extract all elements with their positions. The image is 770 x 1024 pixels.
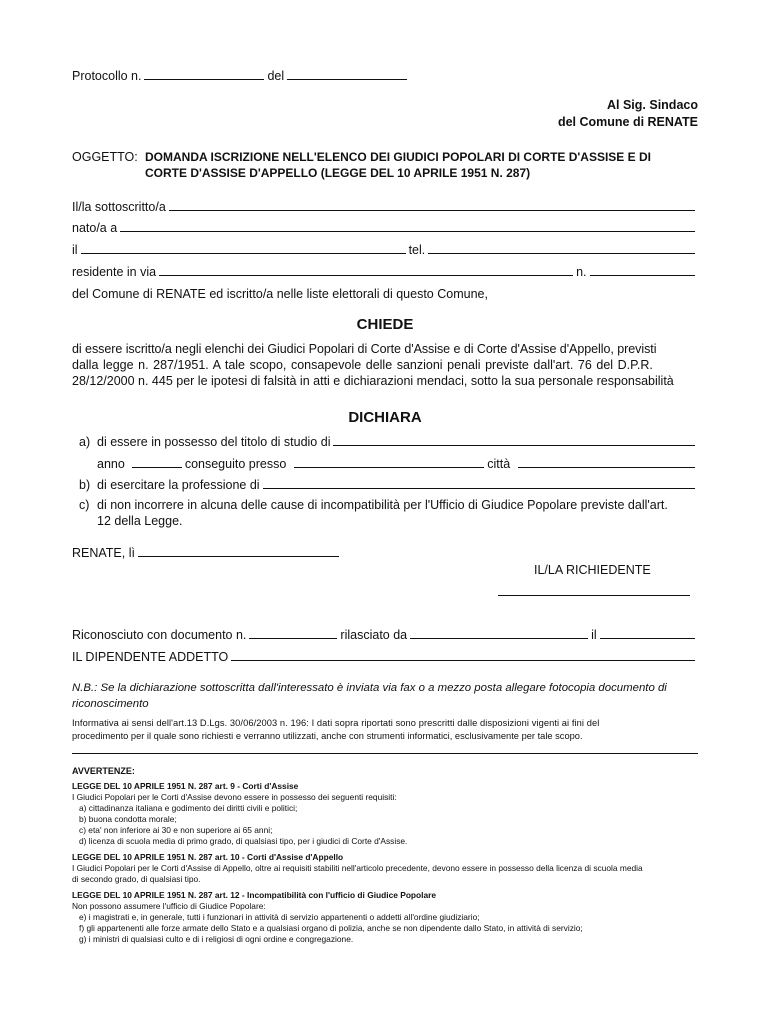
informativa-line1: Informativa ai sensi dell'art.13 D.Lgs. 30/06/2003 n. 196: I dati sopra riportati sono prescritti dalle disposizioni vigenti ai fini del [72, 718, 600, 728]
art12-item: f) gli appartenenti alle forze armate dello Stato e a qualsiasi organo di polizia, anche se non dipendente dallo Stato, in attività di servizio; [79, 923, 583, 933]
art10-title: LEGGE DEL 10 APRILE 1951 N. 287 art. 10 - Corti d'Assise d'Appello [72, 852, 344, 862]
titolo-studio-label: di essere in possesso del titolo di studio di [97, 435, 331, 449]
art9-title: LEGGE DEL 10 APRILE 1951 N. 287 art. 9 - Corti d'Assise [72, 781, 299, 791]
conseguito-field[interactable] [294, 466, 484, 468]
dipendente-row [72, 650, 698, 664]
protocollo-date-field[interactable] [287, 78, 407, 80]
art10-line2: di secondo grado, di qualsiasi tipo. [72, 874, 201, 884]
birthdate-field[interactable] [81, 252, 406, 254]
documento-row [72, 628, 698, 642]
rilasciato-label: rilasciato da [340, 628, 408, 642]
luogo-data-row [72, 546, 342, 560]
item-a-label: a) [79, 435, 91, 449]
item-c-label: c) [79, 498, 90, 512]
informativa-line2: procedimento per il quale sono richiesti e verranno utilizzati, anche con strumenti informatici, esclusivamente per tale scopo. [72, 731, 583, 741]
chiede-line3: 28/12/2000 n. 445 per le ipotesi di falsità in atti e dichiarazioni mendaci, sotto la sua personale responsabilità [72, 374, 674, 388]
professione-label: di esercitare la professione di [97, 478, 260, 492]
chiede-heading: CHIEDE [356, 316, 414, 333]
professione-field[interactable] [263, 487, 695, 489]
documento-field[interactable] [249, 637, 337, 639]
documento-label: Riconosciuto con documento n. [72, 628, 247, 642]
art9-item: c) eta' non inferiore ai 30 e non superiore ai 65 anni; [79, 825, 273, 835]
il-tel-row [72, 243, 698, 257]
residente-field[interactable] [159, 274, 573, 276]
item-c-line1: di non incorrere in alcuna delle cause di incompatibilità per l'Ufficio di Giudice Popolare previste dall'art. [97, 498, 668, 512]
item-c-line2: 12 della Legge. [97, 514, 183, 528]
oggetto-label: OGGETTO: [72, 150, 138, 164]
dichiara-heading: DICHIARA [348, 409, 422, 426]
rilasciato-field[interactable] [410, 637, 588, 639]
data-field[interactable] [138, 555, 339, 557]
recipient-line2: del Comune di RENATE [557, 115, 698, 129]
sottoscritto-row [72, 200, 698, 214]
nb-line1: N.B.: Se la dichiarazione sottoscritta dall'interessato è inviata via fax o a mezzo posta allegare fotocopia documento di [72, 682, 667, 694]
nato-field[interactable] [120, 230, 695, 232]
section-divider [72, 753, 698, 754]
chiede-line2: dalla legge n. 287/1951. A tale scopo, consapevole delle sanzioni penali previste dall'art. 76 del D.P.R. [72, 358, 653, 372]
anno-label: anno [97, 457, 125, 471]
nato-row [72, 221, 698, 235]
sottoscritto-label: Il/la sottoscritto/a [72, 200, 166, 214]
art12-intro: Non possono assumere l'ufficio di Giudice Popolare: [72, 901, 266, 911]
art9-item: a) cittadinanza italiana e godimento dei diritti civili e politici; [79, 803, 298, 813]
avvertenze-title: AVVERTENZE: [72, 766, 135, 776]
recipient-line1: Al Sig. Sindaco [607, 98, 698, 112]
richiedente-label: IL/LA RICHIEDENTE [534, 563, 651, 577]
art12-item: g) i ministri di qualsiasi culto e di i religiosi di ogni ordine e congregazione. [79, 934, 354, 944]
anno-field[interactable] [132, 466, 182, 468]
rilasciato-il-label: il [591, 628, 597, 642]
nb-line2: riconoscimento [72, 698, 149, 710]
art9-item: b) buona condotta morale; [79, 814, 177, 824]
item-b-label: b) [79, 478, 91, 492]
anno-row [97, 457, 698, 471]
conseguito-label: conseguito presso [184, 457, 287, 471]
item-b-row [97, 478, 698, 492]
chiede-line1: di essere iscritto/a negli elenchi dei Giudici Popolari di Corte d'Assise e di Corte d'Assise d'Appello, previsti [72, 342, 657, 356]
tel-field[interactable] [428, 252, 695, 254]
oggetto-line2: CORTE D'ASSISE D'APPELLO (LEGGE DEL 10 APRILE 1951 N. 287) [145, 166, 531, 180]
protocollo-del-label: del [267, 69, 285, 83]
tel-label: tel. [408, 243, 426, 257]
luogo-label: RENATE, lì [72, 546, 135, 560]
signature-line[interactable] [498, 595, 690, 596]
item-a-row [97, 435, 698, 449]
art10-line1: I Giudici Popolari per le Corti d'Assise di Appello, oltre ai requisiti stabiliti nell'articolo precedente, devono essere in possesso della licenza di scuola media [72, 863, 643, 873]
citta-label: città [487, 457, 511, 471]
oggetto-line1: DOMANDA ISCRIZIONE NELL'ELENCO DEI GIUDICI POPOLARI DI CORTE D'ASSISE E DI [145, 150, 651, 164]
art9-intro: I Giudici Popolari per le Corti d'Assise devono essere in possesso dei seguenti requisiti: [72, 792, 397, 802]
protocollo-number-field[interactable] [144, 78, 264, 80]
protocollo-row [72, 69, 432, 83]
dipendente-field[interactable] [231, 659, 695, 661]
residente-row [72, 265, 698, 279]
nato-label: nato/a a [72, 221, 118, 235]
titolo-studio-field[interactable] [333, 444, 695, 446]
art12-title: LEGGE DEL 10 APRILE 1951 N. 287 art. 12 - Incompatibilità con l'ufficio di Giudice Popolare [72, 890, 437, 900]
sottoscritto-field[interactable] [169, 209, 695, 211]
birthdate-label: il [72, 243, 78, 257]
numero-label: n. [576, 265, 587, 279]
numero-field[interactable] [590, 274, 695, 276]
dipendente-label: IL DIPENDENTE ADDETTO [72, 650, 229, 664]
citta-field[interactable] [518, 466, 695, 468]
art12-item: e) i magistrati e, in generale, tutti i funzionari in attività di servizio appartenenti o addetti all'ordine giudiziario; [79, 912, 480, 922]
rilasciato-date-field[interactable] [600, 637, 695, 639]
residente-label: residente in via [72, 265, 157, 279]
protocollo-label: Protocollo n. [72, 69, 142, 83]
comune-text: del Comune di RENATE ed iscritto/a nelle liste elettorali di questo Comune, [72, 287, 488, 301]
art9-item: d) licenza di scuola media di primo grado, di qualsiasi tipo, per i giudici di Corte d'Assise. [79, 836, 408, 846]
